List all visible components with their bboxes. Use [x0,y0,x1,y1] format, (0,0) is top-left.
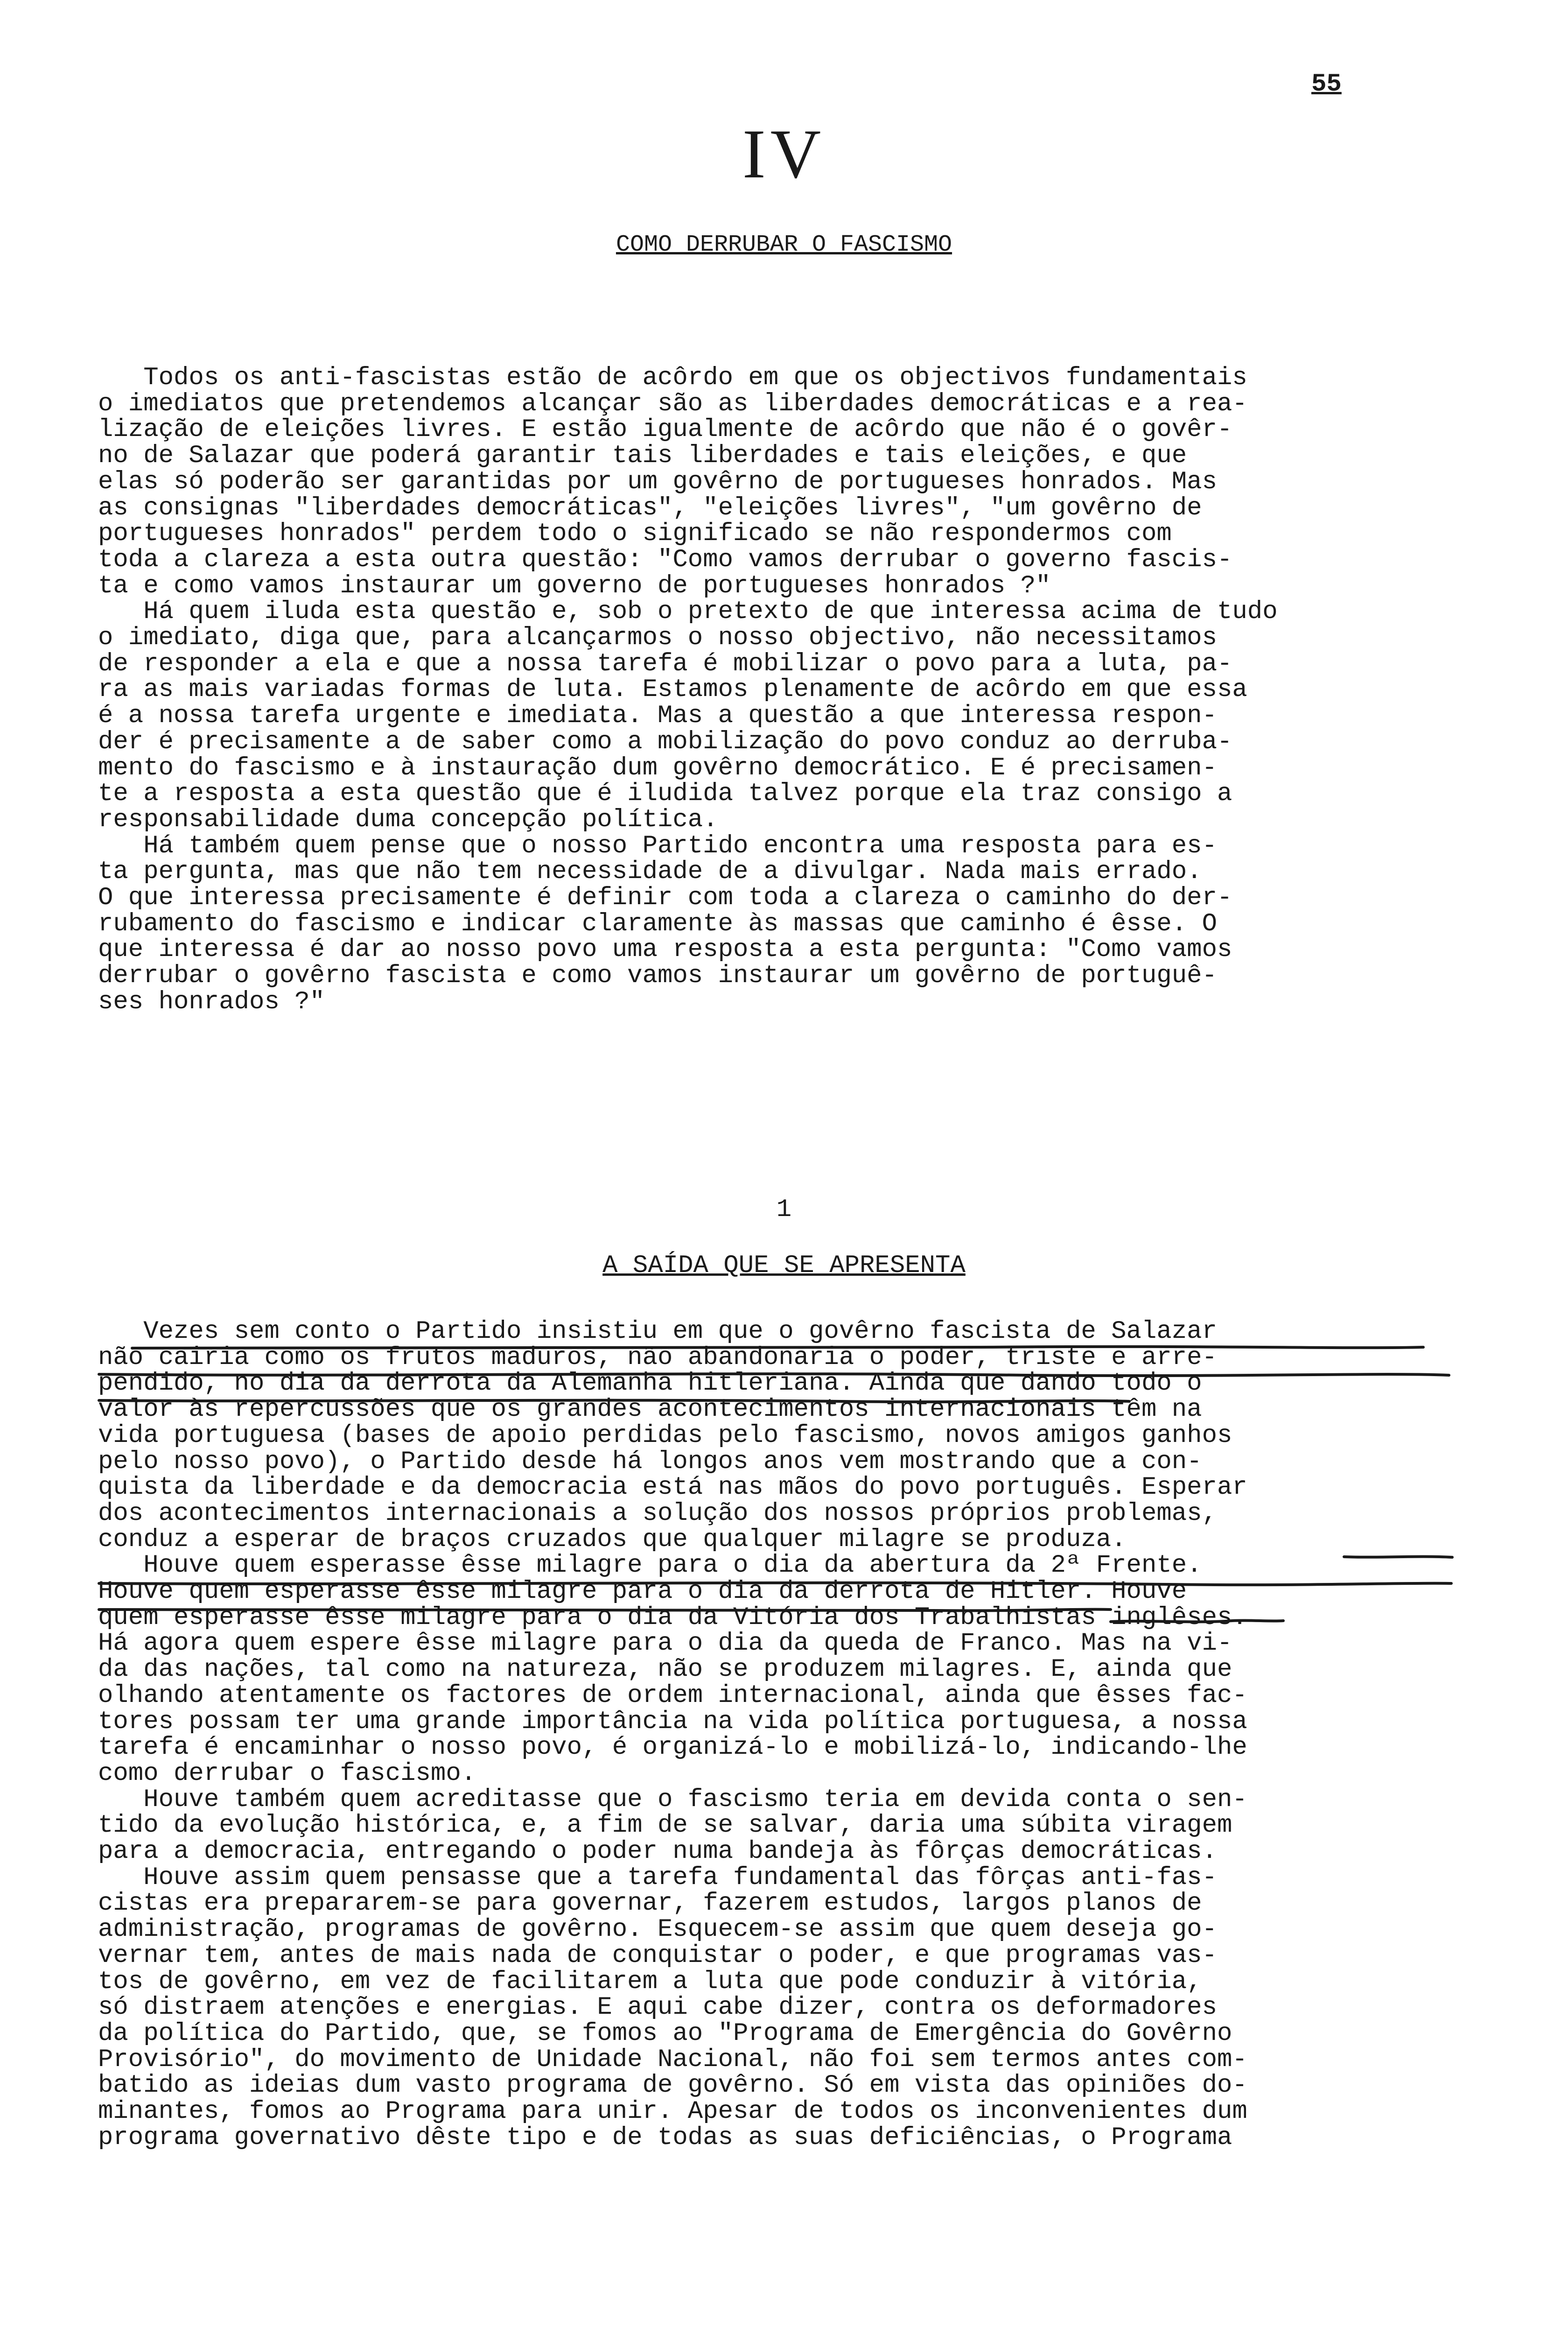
chapter-title [0,233,1568,257]
section-title-text: A SAÍDA QUE SE APRESENTA [602,1251,966,1280]
section-number: 1 [776,1195,792,1224]
page-number: 55 [1311,70,1342,98]
intro-paragraphs: Todos os anti-fascistas estão de acôrdo em que os objectivos fundamentais o imediatos que pretendemos alcançar são as liberdades democráticas e a rea- lização de eleições livres. E estão igualmente de acôrdo que não é o govêr- no de Salazar que poderá garantir tais liberdades e tais eleições, e que elas só poderão ser garantidas por um govêrno de portugueses honrados. Mas as consignas "liberdades democráticas", "eleições livres", "um govêrno de portugueses honrados" perdem todo o significado se não respondermos com toda a clareza a esta outra questão: "Como vamos derrubar o governo fascis- ta e como vamos instaurar um governo de portugueses honrados ?" Há quem iluda esta questão e, sob o pretexto de que interessa acima de tudo o imediato, diga que, para alcançarmos o nosso objectivo, não necessitamos de responder a ela e que a nossa tarefa é mobilizar o povo para a luta, pa- ra as mais variadas formas de luta. Estamos plenamente de acôrdo em que essa é a nossa tarefa urgente e imediata. Mas a questão a que interessa respon- der é precisamente a de saber como a mobilização do povo conduz ao derruba- mento do fascismo e à instauração dum govêrno democrático. E é precisamen- te a resposta a esta questão que é iludida talvez porque ela traz consigo a responsabilidade duma concepção política. Há também quem pense que o nosso Partido encontra uma resposta para es- ta pergunta, mas que não tem necessidade de a divulgar. Nada mais errado. O que interessa precisamente é definir com toda a clareza o caminho do der- rubamento do fascismo e indicar claramente às massas que caminho é êsse. O que interessa é dar ao nosso povo uma resposta a esta pergunta: "Como vamos derrubar o govêrno fascista e como vamos instaurar um govêrno de portuguê- ses honrados ?" [98,364,1278,1016]
section-paragraphs: Vezes sem conto o Partido insistiu em que o govêrno fascista de Salazar não cairia como os frutos maduros, não abandonaria o poder, triste e arre- pendido, no dia da derrota da Alemanha hitleriana. Ainda que dando todo o valor às repercussões que os grandes acontecimentos internacionais têm na vida portuguesa (bases de apoio perdidas pelo fascismo, novos amigos ganhos pelo nosso povo), o Partido desde há longos anos vem mostrando que a con- quista da liberdade e da democracia está nas mãos do povo português. Esperar dos acontecimentos internacionais a solução dos nossos próprios problemas, conduz a esperar de braços cruzados que qualquer milagre se produza. Houve quem esperasse êsse milagre para o dia da abertura da 2ª Frente. Houve quem esperasse êsse milagre para o dia da derrota de Hitler. Houve quem esperasse êsse milagre para o dia da Vitória dos Trabalhistas inglêses. Há agora quem espere êsse milagre para o dia da queda de Franco. Mas na vi- da das nações, tal como na natureza, não se produzem milagres. E, ainda que olhando atentamente os factores de ordem internacional, ainda que êsses fac- tores possam ter uma grande importância na vida política portuguesa, a nossa tarefa é encaminhar o nosso povo, é organizá-lo e mobilizá-lo, indicando-lhe como derrubar o fascismo. Houve também quem acreditasse que o fascismo teria em devida conta o sen- tido da evolução histórica, e, a fim de se salvar, daria uma súbita viragem para a democracia, entregando o poder numa bandeja às fôrças democráticas. Houve assim quem pensasse que a tarefa fundamental das fôrças anti-fas- cistas era prepararem-se para governar, fazerem estudos, largos planos de administração, programas de govêrno. Esquecem-se assim que quem deseja go- vernar tem, antes de mais nada de conquistar o poder, e que programas vas- tos de govêrno, em vez de facilitarem a luta que pode conduzir à vitória, só distraem atenções e energias. E aqui cabe dizer, contra os deformadores da política do Partido, que, se fomos ao "Programa de Emergência do Govêrno Provisório", do movimento de Unidade Nacional, não foi sem termos antes com- batido as ideias dum vasto programa de govêrno. Só em vista das opiniões do- minantes, fomos ao Programa para unir. Apesar de todos os inconvenientes dum programa governativo dêste tipo e de todas as suas deficiências, o Programa [98,1317,1247,2152]
section-title [0,1253,1568,1279]
chapter-numeral: IV [742,115,826,193]
chapter-title-text: COMO DERRUBAR O FASCISMO [616,232,952,258]
